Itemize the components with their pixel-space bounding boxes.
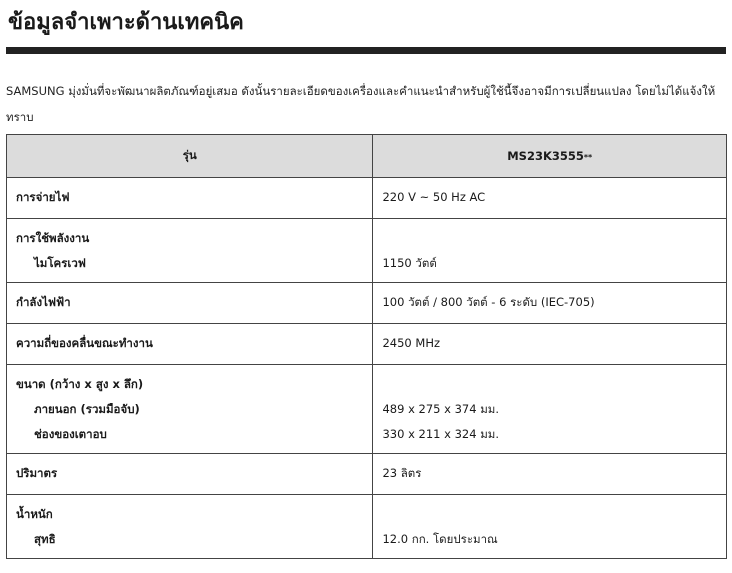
cavity-dimensions-value: 330 x 211 x 324 มม.	[382, 427, 500, 441]
frequency-value-cell	[373, 324, 727, 365]
outside-dimensions-value: 489 x 275 x 374 มม.	[382, 402, 500, 416]
weight-label-cell	[7, 495, 373, 559]
volume-label: ปริมาตร	[16, 466, 58, 480]
power-consumption-label: การใช้พลังงาน	[16, 231, 90, 245]
power-consumption-value-cell	[373, 219, 727, 283]
microwave-label: ไมโครเวฟ	[34, 256, 86, 270]
table-row	[7, 219, 727, 283]
table-row	[7, 283, 727, 324]
power-supply-value-cell	[373, 178, 727, 219]
title-divider	[6, 47, 726, 54]
header-label-cell: รุ่น	[7, 135, 373, 178]
cavity-dimensions-label: ช่องของเตาอบ	[34, 427, 107, 441]
table-row	[7, 495, 727, 559]
output-power-label-cell	[7, 283, 373, 324]
table-row	[7, 324, 727, 365]
frequency-label-cell	[7, 324, 373, 365]
power-consumption-value: 1150 วัตต์	[382, 256, 437, 270]
outside-dimensions-label: ภายนอก (รวมมือจับ)	[34, 402, 140, 416]
intro-paragraph: SAMSUNG มุ่งมั่นที่จะพัฒนาผลิตภัณฑ์อยู่เสมอ ดังนั้นรายละเอียดของเครื่องและคำแนะนำสำหรับผู้ใช้นี้จึงอาจมีการเปลี่ยนแปลง โดยไม่ได้แจ้งให้ทราบ	[6, 84, 716, 124]
table-row	[7, 454, 727, 495]
weight-value-cell	[373, 495, 727, 559]
frequency-value: 2450 MHz	[382, 336, 440, 350]
power-supply-label: การจ่ายไฟ	[16, 190, 70, 204]
net-weight-label: สุทธิ	[34, 532, 56, 546]
weight-value: 12.0 กก. โดยประมาณ	[382, 532, 498, 546]
weight-label: น้ำหนัก	[16, 507, 53, 521]
volume-value: 23 ลิตร	[382, 466, 422, 480]
dimensions-label: ขนาด (กว้าง x สูง x ลึก)	[16, 377, 144, 391]
table-header-row	[7, 135, 727, 178]
frequency-label: ความถี่ของคลื่นขณะทำงาน	[16, 336, 153, 350]
model-suffix: **	[583, 153, 593, 162]
output-power-value: 100 วัตต์ / 800 วัตต์ - 6 ระดับ (IEC-705)	[382, 295, 595, 309]
power-supply-label-cell	[7, 178, 373, 219]
power-supply-value: 220 V ~ 50 Hz AC	[382, 190, 486, 204]
output-power-label: กำลังไฟฟ้า	[16, 295, 71, 309]
table-row	[7, 178, 727, 219]
power-consumption-label-cell	[7, 219, 373, 283]
header-model-cell	[373, 135, 727, 178]
volume-value-cell	[373, 454, 727, 495]
volume-label-cell	[7, 454, 373, 495]
output-power-value-cell	[373, 283, 727, 324]
dimensions-value-cell	[373, 365, 727, 454]
specification-table	[6, 134, 727, 559]
dimensions-label-cell	[7, 365, 373, 454]
table-row	[7, 365, 727, 454]
page-title: ข้อมูลจำเพาะด้านเทคนิค	[8, 10, 244, 35]
model-name: MS23K3555	[507, 149, 584, 163]
